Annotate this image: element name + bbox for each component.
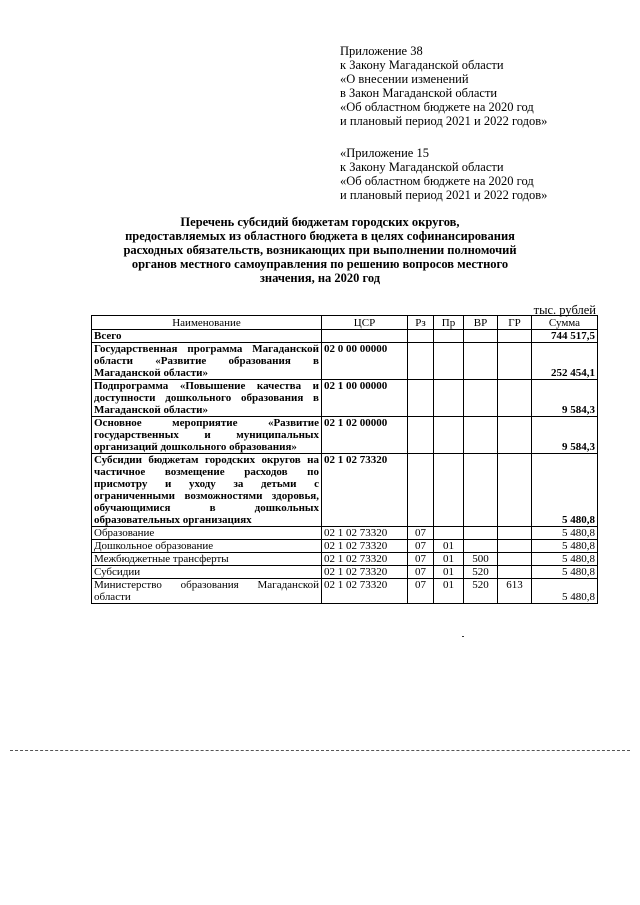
row-sum: 9 584,3 — [532, 380, 598, 417]
row-name: Дошкольное образование — [92, 540, 322, 553]
row-csr: 02 1 02 73320 — [322, 540, 408, 553]
header-line: и плановый период 2021 и 2022 годов» — [340, 114, 548, 128]
row-vr — [464, 417, 498, 454]
title-line: Перечень субсидий бюджетам городских округов, — [180, 215, 460, 229]
title-line: расходных обязательств, возникающих при выполнении полномочий — [123, 243, 517, 257]
row-sum: 744 517,5 — [532, 330, 598, 343]
row-pr — [434, 380, 464, 417]
row-name: Всего — [92, 330, 322, 343]
row-gr — [498, 330, 532, 343]
row-rz: 07 — [408, 540, 434, 553]
row-gr — [498, 380, 532, 417]
row-gr: 613 — [498, 579, 532, 604]
row-rz: 07 — [408, 527, 434, 540]
row-pr: 01 — [434, 579, 464, 604]
row-gr — [498, 343, 532, 380]
row-vr — [464, 527, 498, 540]
table-row — [92, 540, 598, 553]
table-row — [92, 380, 598, 417]
header-line: «О внесении изменений — [340, 72, 469, 86]
subsidy-table — [91, 315, 598, 604]
table-row — [92, 330, 598, 343]
row-name: Подпрограмма «Повышение качества и доступности дошкольного образования в Магаданской области» — [92, 380, 322, 417]
table-row — [92, 343, 598, 380]
footer-divider — [10, 750, 630, 751]
row-csr: 02 1 00 00000 — [322, 380, 408, 417]
row-vr — [464, 330, 498, 343]
row-sum: 252 454,1 — [532, 343, 598, 380]
scan-artifact-dot — [462, 636, 464, 637]
row-name: Государственная программа Магаданской области «Развитие образования в Магаданской области» — [92, 343, 322, 380]
row-sum: 5 480,8 — [532, 553, 598, 566]
row-csr: 02 1 02 00000 — [322, 417, 408, 454]
row-csr: 02 0 00 00000 — [322, 343, 408, 380]
row-gr — [498, 553, 532, 566]
table-row — [92, 417, 598, 454]
row-sum: 5 480,8 — [532, 454, 598, 527]
title-line: значения, на 2020 год — [259, 271, 381, 285]
row-sum: 5 480,8 — [532, 566, 598, 579]
table-row — [92, 566, 598, 579]
row-vr: 520 — [464, 579, 498, 604]
column-header-pr: Пр — [434, 316, 464, 330]
row-name: Субсидии бюджетам городских округов на частичное возмещение расходов по присмотру и уходу за детьми с ограниченными возможностями здоровья, обучающимися в дошкольных образовательных организациях — [92, 454, 322, 527]
column-header-rz: Рз — [408, 316, 434, 330]
row-gr — [498, 540, 532, 553]
row-csr: 02 1 02 73320 — [322, 527, 408, 540]
header-line: к Закону Магаданской области — [340, 58, 504, 72]
row-name: Межбюджетные трансферты — [92, 553, 322, 566]
row-vr — [464, 454, 498, 527]
column-header-gr: ГР — [498, 316, 532, 330]
row-pr — [434, 330, 464, 343]
column-header-sum: Сумма — [532, 316, 598, 330]
row-pr: 01 — [434, 553, 464, 566]
row-rz — [408, 417, 434, 454]
row-csr: 02 1 02 73320 — [322, 454, 408, 527]
table-row — [92, 454, 598, 527]
row-sum: 5 480,8 — [532, 527, 598, 540]
title-line: органов местного самоуправления по решению вопросов местного — [131, 257, 509, 271]
column-header-vr: ВР — [464, 316, 498, 330]
row-rz: 07 — [408, 566, 434, 579]
header-line: «Об областном бюджете на 2020 год — [340, 174, 534, 188]
document-title — [90, 215, 550, 285]
row-gr — [498, 417, 532, 454]
row-vr: 520 — [464, 566, 498, 579]
row-pr — [434, 417, 464, 454]
row-rz — [408, 380, 434, 417]
appendix-38-header — [340, 44, 620, 128]
row-rz: 07 — [408, 579, 434, 604]
row-rz: 07 — [408, 553, 434, 566]
column-header-name: Наименование — [92, 316, 322, 330]
header-line: «Приложение 15 — [340, 146, 429, 160]
row-csr: 02 1 02 73320 — [322, 553, 408, 566]
row-pr: 01 — [434, 566, 464, 579]
row-name: Субсидии — [92, 566, 322, 579]
header-line: Приложение 38 — [340, 44, 423, 58]
header-line: «Об областном бюджете на 2020 год — [340, 100, 534, 114]
row-name: Основное мероприятие «Развитие государственных и муниципальных организаций дошкольного образования» — [92, 417, 322, 454]
row-rz — [408, 343, 434, 380]
title-line: предоставляемых из областного бюджета в целях софинансирования — [125, 229, 515, 243]
column-header-csr: ЦСР — [322, 316, 408, 330]
row-vr: 500 — [464, 553, 498, 566]
row-pr — [434, 454, 464, 527]
units-label: тыс. рублей — [533, 303, 596, 317]
row-pr — [434, 343, 464, 380]
row-name: Образование — [92, 527, 322, 540]
row-gr — [498, 527, 532, 540]
header-line: и плановый период 2021 и 2022 годов» — [340, 188, 548, 202]
header-line: к Закону Магаданской области — [340, 160, 504, 174]
row-vr — [464, 540, 498, 553]
row-sum: 5 480,8 — [532, 579, 598, 604]
row-sum: 5 480,8 — [532, 540, 598, 553]
row-gr — [498, 454, 532, 527]
table-row — [92, 527, 598, 540]
row-vr — [464, 343, 498, 380]
table-header-row — [92, 316, 598, 330]
row-pr: 01 — [434, 540, 464, 553]
appendix-15-header — [340, 146, 620, 202]
row-rz — [408, 330, 434, 343]
row-rz — [408, 454, 434, 527]
header-line: в Закон Магаданской области — [340, 86, 498, 100]
row-pr — [434, 527, 464, 540]
row-gr — [498, 566, 532, 579]
row-vr — [464, 380, 498, 417]
table-row — [92, 579, 598, 604]
row-csr — [322, 330, 408, 343]
row-csr: 02 1 02 73320 — [322, 566, 408, 579]
table-row — [92, 553, 598, 566]
row-csr: 02 1 02 73320 — [322, 579, 408, 604]
row-name: Министерство образования Магаданской области — [92, 579, 322, 604]
row-sum: 9 584,3 — [532, 417, 598, 454]
